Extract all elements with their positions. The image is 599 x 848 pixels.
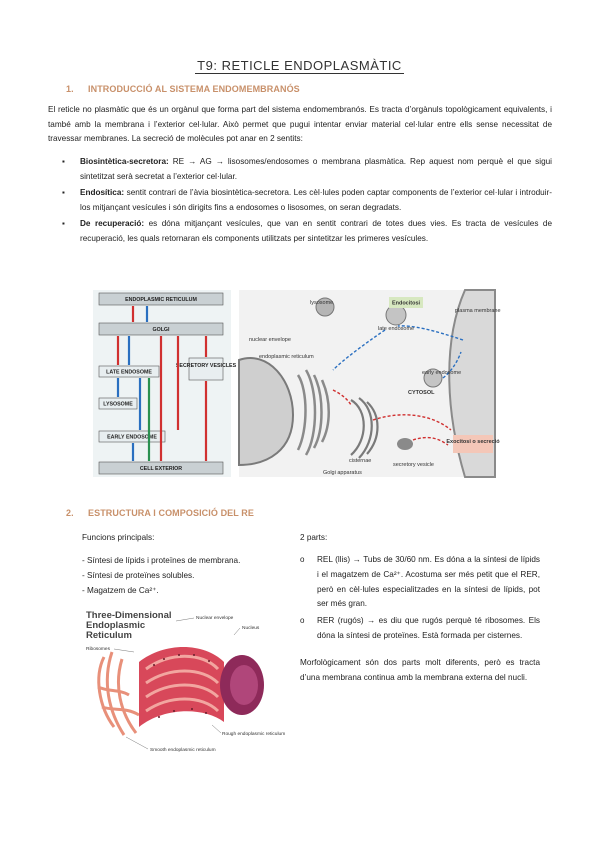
plasma-membrane-text: plasma membrane — [455, 308, 501, 314]
intro-paragraph: El reticle no plasmàtic que és un orgànul que forma part del sistema endomembranós. Es tracta d’orgànuls topològicament equivalents, i també amb la membrana i l’exterior cel·lular. Això permet que pugui intentar enviar material cel·lular entre ells sense necessitat de travessar membranes. La secreció de molècules pot anar en 2 sentits: — [48, 105, 552, 144]
functions-block — [82, 530, 292, 598]
early-endosome-text: early endosome — [422, 370, 462, 376]
section-1-heading: 1. INTRODUCCIÓ AL SISTEMA ENDOMEMBRANÓS — [66, 84, 300, 94]
ribosomes-label: Ribosomes — [86, 647, 110, 652]
closing-paragraph: Morfològicament són dos parts molt diferents, però es tracta d’una membrana continua amb la membrana externa del nucli. — [300, 657, 540, 682]
secretion-directions-list — [62, 155, 552, 249]
list-item: o REL (llis) → Tubs de 30/60 nm. Es dóna a la síntesi de lípids i el magatzem de Ca²⁺. Acostuma ser més petit que el RER, però en cèl·lules especialitzades en la síntesi de lípids, pot ser més gran. — [300, 553, 540, 612]
list-item: - Síntesi de lípids i proteïnes de membrana. — [82, 556, 241, 565]
endocitosi-label: Endocitosi — [391, 300, 421, 307]
er-text: endoplasmic reticulum — [259, 354, 314, 360]
exocitosi-label: Exocitosi o secreció — [446, 439, 500, 445]
er-box-label: ENDOPLASMIC RETICULUM — [125, 297, 197, 303]
er-3d-figure — [84, 607, 284, 755]
nucleus-inner-shape — [230, 665, 258, 705]
smooth-er-label: Smooth endoplasmic reticulum — [150, 748, 216, 753]
late-endosome-text: late endosome — [378, 326, 415, 332]
secretory-vesicles-label: SECRETORY VESICLES — [175, 363, 237, 369]
list-item: - Síntesi de proteïnes solubles. — [82, 571, 195, 580]
parts-block — [300, 530, 540, 685]
list-item: - Magatzem de Ca²⁺. — [82, 586, 159, 595]
lysosome-text: lysosome — [310, 300, 334, 306]
secretory-vesicle-shape — [397, 438, 413, 450]
cytosol-text: CYTOSOL — [408, 390, 435, 396]
list-item: ▪ Endosítica: sentit contrari de l’àvia biosintètica-secretora. Les cèl·lules poden captar components de l’exterior cel·lular i introduir-los mitjançant vesícules i són dirigits fins a endosomes o lisosomes, on seran degradats. — [62, 186, 552, 215]
nuclear-envelope-label: Nuclear envelope — [196, 616, 234, 621]
secretory-vesicles-box — [189, 358, 223, 380]
nucleus-label: Nucleus — [242, 626, 260, 631]
endomembrane-figure — [93, 290, 501, 477]
early-endosome-box-label: EARLY ENDOSOME — [107, 434, 157, 441]
rough-er-stack — [139, 647, 224, 727]
parts-title: 2 parts: — [300, 533, 328, 542]
nuclear-envelope-text: nuclear envelope — [249, 337, 291, 343]
list-item: o RER (rugós) → es diu que rugós perquè té ribosomes. Els dóna la síntesi de proteïnes. Està formada per cisternes. — [300, 614, 540, 644]
smooth-er-tubes — [98, 652, 139, 735]
figure-title-line-1: Three-Dimensional — [86, 610, 172, 621]
list-item: ▪ De recuperació: es dóna mitjançant vesícules, que van en sentit contrari de totes dues vies. Es tracta de vesícules de recuperació, les quals retornaran els components utilitzats per sintetitzar les primeres vesícules. — [62, 217, 552, 246]
golgi-box-label: GOLGI — [152, 327, 170, 333]
list-item: ▪ Biosintètica-secretora: RE → AG → lisosomes/endosomes o membrana plasmàtica. Rep aquest nom perquè el que sigui sintetitzat serà secretat a l’exterior cel·lular. — [62, 155, 552, 184]
rough-er-label: Rough endoplasmic reticulum — [222, 732, 286, 737]
late-endosome-label: LATE ENDOSOME — [106, 369, 152, 376]
page-title: T9: RETICLE ENDOPLASMÀTIC — [197, 58, 402, 73]
figure-title-line-2: Endoplasmic — [86, 620, 146, 631]
functions-title: Funcions principals: — [82, 533, 155, 542]
golgi-apparatus-text: Golgi apparatus — [323, 470, 362, 476]
section-2-heading: 2. ESTRUCTURA I COMPOSICIÓ DEL RE — [66, 508, 255, 518]
cell-exterior-label: CELL EXTERIOR — [139, 466, 183, 472]
figure-title-line-3: Reticulum — [86, 630, 132, 641]
cisternae-text: cisternae — [349, 458, 372, 464]
secretory-vesicle-text: secretory vesicle — [393, 462, 434, 468]
lysosome-box-label: LYSOSOME — [103, 401, 133, 408]
